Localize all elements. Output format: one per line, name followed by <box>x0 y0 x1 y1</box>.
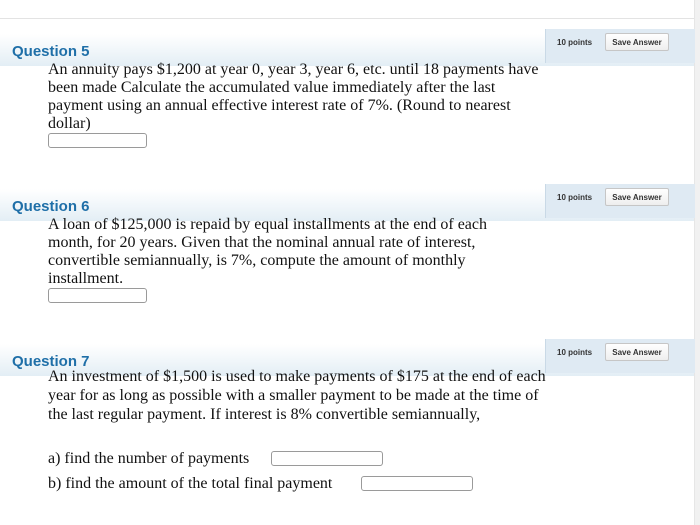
question-6-title: Question 6 <box>12 198 90 215</box>
question-5-save-answer-button[interactable]: Save Answer <box>605 33 669 51</box>
question-7-points: 10 points <box>557 348 593 357</box>
question-6-save-answer-button[interactable]: Save Answer <box>605 188 669 206</box>
scrollbar-track[interactable] <box>694 0 700 525</box>
question-7-part-a-input[interactable] <box>271 451 383 466</box>
top-divider <box>0 18 700 19</box>
question-6-header <box>0 181 694 221</box>
question-5-title: Question 5 <box>12 43 90 60</box>
question-5-header <box>0 26 694 66</box>
question-7-title: Question 7 <box>12 353 90 370</box>
question-7-part-a-label: a) find the number of payments <box>48 450 250 467</box>
question-5-points: 10 points <box>557 38 593 47</box>
question-5-text: An annuity pays $1,200 at year 0, year 3, year 6, etc. until 18 payments have been made Calculate the accumulated value immediately after the last payment using an annual effective interest rate of 7%. (Round to nearest dollar) <box>48 61 539 132</box>
question-5-answer-input[interactable] <box>48 133 147 148</box>
question-7-save-answer-button[interactable]: Save Answer <box>605 343 669 361</box>
question-7-text: An investment of $1,500 is used to make payments of $175 at the end of each year for as long as possible with a smaller payment to be made at the time of the last regular payment. If interest is 8% convertible semiannually, <box>48 368 546 423</box>
question-6-answer-input[interactable] <box>48 288 147 303</box>
question-6-text: A loan of $125,000 is repaid by equal installments at the end of each month, for 20 years. Given that the nominal annual rate of interest, convertible semiannually, is 7%, compute the amount of monthly installment. <box>48 216 487 287</box>
question-7-part-b-label: b) find the amount of the total final payment <box>48 475 333 492</box>
question-7-part-b-input[interactable] <box>361 476 473 491</box>
question-6-points: 10 points <box>557 193 593 202</box>
